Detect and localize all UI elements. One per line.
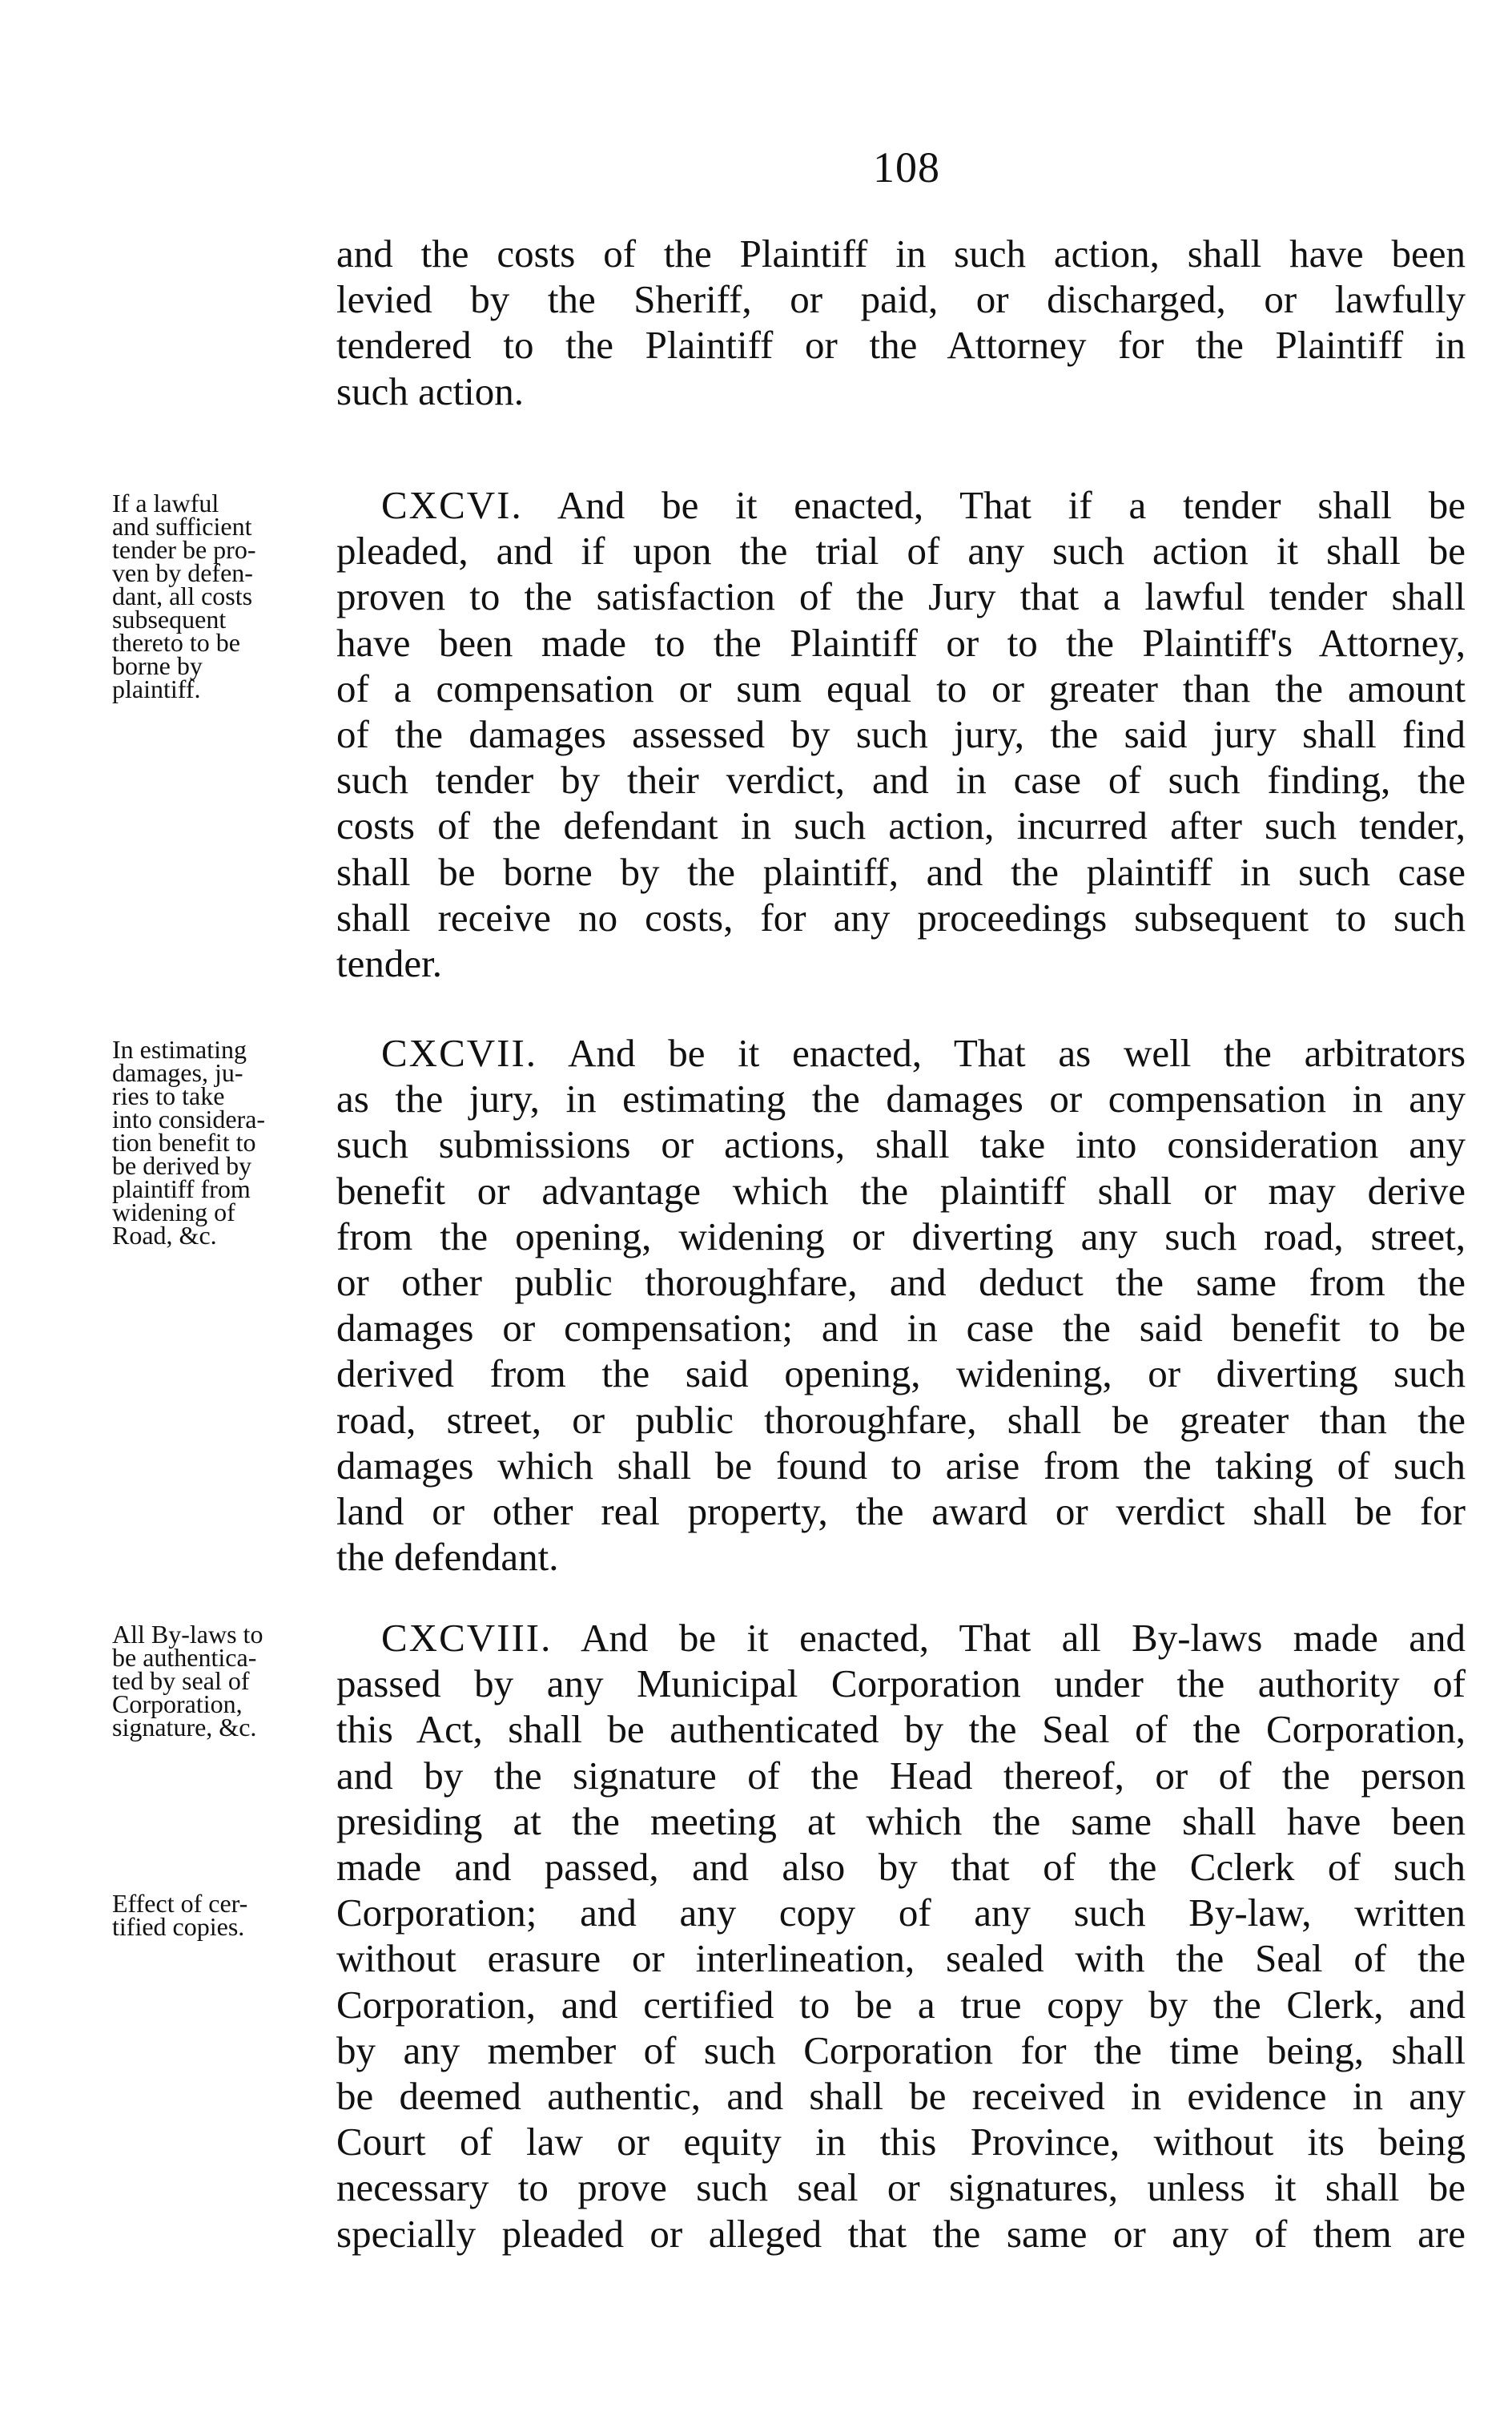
marginal-note-line: Corporation, [112, 1689, 243, 1718]
paragraph-line: passed by any Municipal Corporation under the authority of [336, 1661, 1466, 1706]
paragraph-line: damages which shall be found to arise from the taking of such [336, 1443, 1466, 1488]
marginal-note-line: widening of [112, 1198, 235, 1226]
paragraph-line: such tender by their verdict, and in case of such finding, the [336, 758, 1466, 803]
marginal-note-line: dant, all costs [112, 582, 253, 610]
marginal-note-line: and sufficient [112, 512, 252, 541]
section-cxcvii [336, 1030, 1466, 1580]
marginal-note-line: signature, &c. [112, 1713, 257, 1741]
marginal-note-line: Road, &c. [112, 1221, 217, 1250]
paragraph-line: and by the signature of the Head thereof, or of the person [336, 1753, 1466, 1798]
marginal-note-line: Effect of cer- [112, 1889, 248, 1918]
paragraph-line: levied by the Sheriff, or paid, or discharged, or lawfully [336, 277, 1466, 322]
paragraph-line: such submissions or actions, shall take into consideration any [336, 1122, 1466, 1167]
marginal-note-line: In estimating [112, 1035, 247, 1064]
marginal-note-line: All By-laws to [112, 1620, 263, 1649]
paragraph-first-line [336, 1615, 1466, 1661]
paragraph-first-line [336, 482, 1466, 528]
paragraph-line: benefit or advantage which the plaintiff shall or may derive [336, 1168, 1466, 1213]
marginal-note-line: ven by defen- [112, 558, 253, 587]
marginal-note-line: plaintiff from [112, 1174, 251, 1203]
paragraph-line: and the costs of the Plaintiff in such action, shall have been [336, 232, 1466, 276]
paragraph-line: tendered to the Plaintiff or the Attorney for the Plaintiff in [336, 323, 1466, 368]
marginal-note-line: be authentica- [112, 1643, 257, 1672]
paragraph-line: such action. [336, 368, 525, 413]
marginal-note-bylaws-authenticated [112, 1620, 320, 1741]
paragraph-line: presiding at the meeting at which the same shall have been [336, 1798, 1466, 1843]
section-number: CXCVI. [381, 483, 523, 527]
marginal-note-line: borne by [112, 651, 203, 680]
paragraph-line: proven to the satisfaction of the Jury that a lawful tender shall [336, 574, 1466, 619]
paragraph-line: by any member of such Corporation for the time being, shall [336, 2027, 1466, 2072]
marginal-note-line: plaintiff. [112, 674, 201, 703]
paragraph-line: or other public thoroughfare, and deduct the same from the [336, 1260, 1466, 1305]
paragraph-line: specially pleaded or alleged that the same or any of them are [336, 2211, 1466, 2256]
paragraph-line-text: And be it enacted, That as well the arbitrators [568, 1031, 1466, 1075]
paragraph-line: Corporation; and any copy of any such By-law, written [336, 1890, 1466, 1935]
marginal-note-line: subsequent [112, 605, 227, 634]
paragraph-line: have been made to the Plaintiff or to the Plaintiff's Attorney, [336, 620, 1466, 665]
paragraph-line: without erasure or interlineation, sealed with the Seal of the [336, 1936, 1466, 1981]
paragraph-line: damages or compensation; and in case the said benefit to be [336, 1306, 1466, 1351]
paragraph-line: necessary to prove such seal or signatures, unless it shall be [336, 2165, 1466, 2210]
marginal-note-line: thereto to be [112, 628, 240, 657]
paragraph-line: pleaded, and if upon the trial of any such action it shall be [336, 529, 1466, 574]
paragraph-line: from the opening, widening or diverting any such road, street, [336, 1214, 1466, 1258]
marginal-note-line: damages, ju- [112, 1058, 243, 1087]
marginal-note-line: tified copies. [112, 1912, 245, 1941]
paragraph-line: Court of law or equity in this Province, without its being [336, 2120, 1466, 2164]
paragraph-line: the defendant. [336, 1535, 559, 1580]
paragraph-line: Corporation, and certified to be a true copy by the Clerk, and [336, 1982, 1466, 2027]
marginal-note-line: tion benefit to [112, 1128, 256, 1157]
paragraph-continuation [336, 231, 1466, 414]
marginal-note-certified-copies [112, 1889, 320, 1941]
paragraph-line: shall receive no costs, for any proceedings subsequent to such [336, 895, 1466, 940]
paragraph-line: derived from the said opening, widening, or diverting such [336, 1351, 1466, 1396]
paragraph-line: tender. [336, 941, 442, 986]
paragraph-first-line [336, 1030, 1466, 1076]
paragraph-line-text: And be it enacted, That all By-laws made and [581, 1616, 1466, 1660]
section-cxcviii [336, 1615, 1466, 2257]
paragraph-line: this Act, shall be authenticated by the Seal of the Corporation, [336, 1707, 1466, 1752]
paragraph-line-text: And be it enacted, That if a tender shall be [557, 483, 1466, 527]
paragraph-line: costs of the defendant in such action, incurred after such tender, [336, 803, 1466, 848]
marginal-note-line: into considera- [112, 1105, 266, 1133]
marginal-note-line: ries to take [112, 1081, 225, 1110]
marginal-note-line: be derived by [112, 1151, 252, 1180]
paragraph-line: land or other real property, the award or verdict shall be for [336, 1489, 1466, 1534]
page-number: 108 [873, 143, 940, 191]
paragraph-line: made and passed, and also by that of the Cclerk of such [336, 1845, 1466, 1890]
paragraph-line: of a compensation or sum equal to or greater than the amount [336, 666, 1466, 711]
paragraph-line: as the jury, in estimating the damages or compensation in any [336, 1077, 1466, 1121]
paragraph-line: be deemed authentic, and shall be received in evidence in any [336, 2074, 1466, 2119]
marginal-note-lawful-tender [112, 489, 320, 703]
marginal-note-line: tender be pro- [112, 535, 256, 564]
paragraph-line: road, street, or public thoroughfare, shall be greater than the [336, 1397, 1466, 1442]
marginal-note-estimating-damages [112, 1035, 320, 1250]
paragraph-line: shall be borne by the plaintiff, and the plaintiff in such case [336, 849, 1466, 894]
marginal-note-line: ted by seal of [112, 1666, 250, 1695]
section-number: CXCVIII. [381, 1616, 553, 1660]
marginal-note-line: If a lawful [112, 489, 219, 517]
section-cxcvi [336, 482, 1466, 986]
section-number: CXCVII. [381, 1031, 538, 1075]
paragraph-line: of the damages assessed by such jury, the said jury shall find [336, 712, 1466, 757]
